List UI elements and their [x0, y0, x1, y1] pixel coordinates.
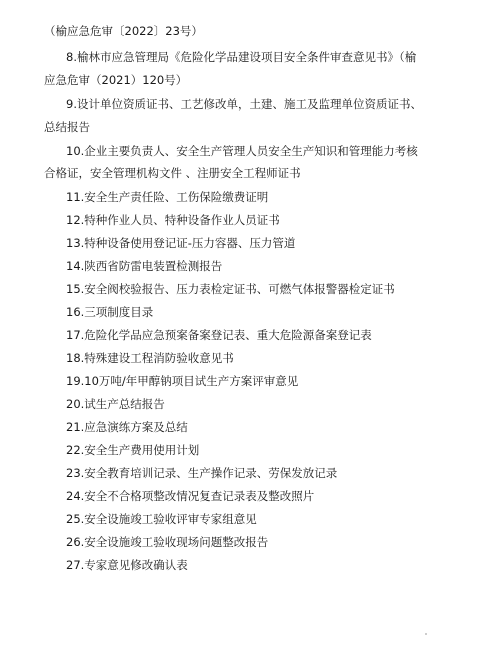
list-item-10: 10.企业主要负责人、安全生产管理人员安全生产知识和管理能力考核 [66, 144, 418, 158]
list-item-10-continued: 合格证，安全管理机构文件 、注册安全工程师证书 [44, 166, 301, 180]
list-item-23: 23.安全教育培训记录、生产操作记录、劳保发放记录 [66, 466, 338, 480]
list-item-21: 21.应急演练方案及总结 [66, 420, 188, 434]
list-item-26: 26.安全设施竣工验收现场问题整改报告 [66, 535, 269, 549]
list-item-22: 22.安全生产费用使用计划 [66, 443, 200, 457]
list-item-8-continued: 应急危审（2021）120号） [44, 73, 188, 87]
list-item-15: 15.安全阀校验报告、压力表检定证书、可燃气体报警器检定证书 [66, 282, 395, 296]
list-item-27: 27.专家意见修改确认表 [66, 558, 188, 572]
list-item-20: 20.试生产总结报告 [66, 397, 165, 411]
list-item-16: 16.三项制度目录 [66, 305, 154, 319]
list-item-17: 17.危险化学品应急预案备案登记表、重大危险源备案登记表 [66, 328, 372, 342]
list-item-12: 12.特种作业人员、特种设备作业人员证书 [66, 213, 280, 227]
reference-number-line: （榆应急危审〔2022〕23号） [44, 24, 203, 38]
list-item-9: 9.设计单位资质证书、工艺修改单，土建、施工及监理单位资质证书、 [66, 97, 422, 111]
list-item-9-continued: 总结报告 [44, 120, 90, 134]
list-item-8: 8.榆林市应急管理局《危险化学品建设项目安全条件审查意见书》（榆 [66, 50, 417, 64]
list-item-18: 18.特殊建设工程消防验收意见书 [66, 351, 234, 365]
list-item-13: 13.特种设备使用登记证-压力容器、压力管道 [66, 236, 296, 250]
scan-speck [425, 633, 427, 635]
list-item-19: 19.10万吨/年甲醇钠项目试生产方案评审意见 [66, 374, 299, 388]
list-item-24: 24.安全不合格项整改情况复查记录表及整改照片 [66, 489, 315, 503]
list-item-14: 14.陕西省防雷电装置检测报告 [66, 259, 223, 273]
list-item-11: 11.安全生产责任险、工伤保险缴费证明 [66, 190, 269, 204]
list-item-25: 25.安全设施竣工验收评审专家组意见 [66, 512, 257, 526]
